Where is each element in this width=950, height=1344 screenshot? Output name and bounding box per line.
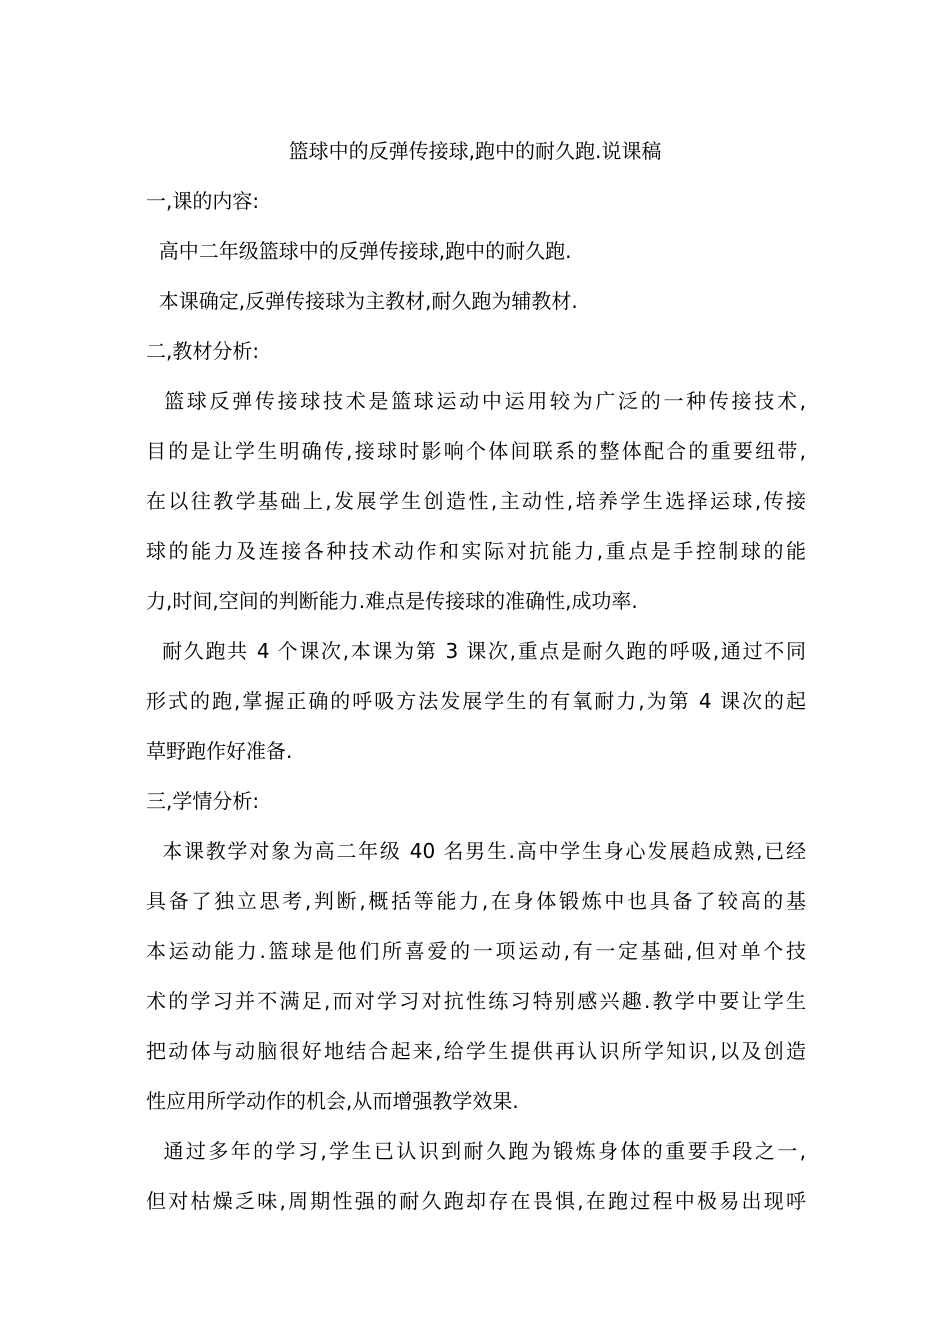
paragraph-line: 球的能力及连接各种技术动作和实际对抗能力,重点是手控制球的能: [146, 539, 806, 563]
paragraph-line: 在以往教学基础上,发展学生创造性,主动性,培养学生选择运球,传接: [146, 489, 806, 513]
paragraph-line: 本运动能力.篮球是他们所喜爱的一项运动,有一定基础,但对单个技: [146, 939, 806, 963]
paragraph-line: 术的学习并不满足,而对学习对抗性练习特别感兴趣.教学中要让学生: [146, 989, 806, 1013]
paragraph-line: 高中二年级篮球中的反弹传接球,跑中的耐久跑.: [146, 239, 572, 263]
paragraph-line: 篮球反弹传接球技术是篮球运动中运用较为广泛的一种传接技术,: [146, 389, 806, 413]
paragraph-line: 形式的跑,掌握正确的呼吸方法发展学生的有氧耐力,为第 4 课次的起: [146, 689, 806, 713]
paragraph-line: 具备了独立思考,判断,概括等能力,在身体锻炼中也具备了较高的基: [146, 889, 806, 913]
paragraph-line: 草野跑作好准备.: [146, 739, 293, 763]
paragraph-line: 力,时间,空间的判断能力.难点是传接球的准确性,成功率.: [146, 589, 638, 613]
document-title: 篮球中的反弹传接球,跑中的耐久跑.说课稿: [288, 139, 662, 163]
paragraph-line: 本课确定,反弹传接球为主教材,耐久跑为辅教材.: [146, 289, 578, 313]
paragraph-line: 性应用所学动作的机会,从而增强教学效果.: [146, 1089, 519, 1113]
paragraph-line: 耐久跑共 4 个课次,本课为第 3 课次,重点是耐久跑的呼吸,通过不同: [146, 639, 806, 663]
paragraph-line: 本课教学对象为高二年级 40 名男生.高中学生身心发展趋成熟,已经: [146, 839, 806, 863]
section-heading-content: 一,课的内容:: [146, 189, 260, 213]
paragraph-line: 通过多年的学习,学生已认识到耐久跑为锻炼身体的重要手段之一,: [146, 1139, 806, 1163]
paragraph-line: 把动体与动脑很好地结合起来,给学生提供再认识所学知识,以及创造: [146, 1039, 806, 1063]
paragraph-line: 但对枯燥乏味,周期性强的耐久跑却存在畏惧,在跑过程中极易出现呼: [146, 1189, 806, 1213]
paragraph-line: 目的是让学生明确传,接球时影响个体间联系的整体配合的重要纽带,: [146, 439, 806, 463]
section-heading-student-analysis: 三,学情分析:: [146, 789, 260, 813]
section-heading-material-analysis: 二,教材分析:: [146, 339, 260, 363]
